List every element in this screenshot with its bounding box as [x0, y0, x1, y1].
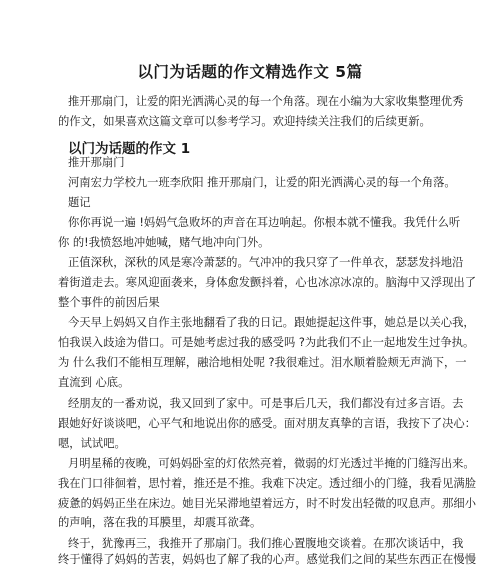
section-heading: 以门为话题的作文 1 [68, 141, 191, 157]
body-line: 的声响，落在我的耳膜里，却震耳欲聋。 [58, 516, 262, 529]
body-line: 终于懂得了妈妈的苦衷，妈妈也了解了我的心声。感觉我们之间的某些东西正在慢慢 [58, 553, 476, 566]
body-line: 今天早上妈妈又自作主张地翻看了我的日记。跟她提起这件事，她总是以关心我， [68, 316, 475, 329]
body-line: 月明星稀的夜晚，可妈妈卧室的灯依然亮着，微弱的灯光透过半掩的门缝泻出来。 [68, 457, 475, 470]
body-line: 题记 [68, 196, 91, 209]
body-line: 疲惫的妈妈正坐在床边。她目光呆滞地望着远方，时不时发出轻微的叹息声。那细小 [58, 497, 476, 510]
body-line: 河南宏力学校九一班李欣阳 推开那扇门，让爱的阳光洒满心灵的每一个角落。 [68, 176, 456, 189]
page-title: 以门为话题的作文精选作文 5篇 [137, 63, 363, 81]
body-line: 为 什么我们不能相互理解，融洽地相处呢 ?我很难过。泪水顺着脸颊无声淌下，一 [58, 356, 467, 369]
body-line: 终于，犹豫再三，我推开了那扇门。我们推心置腹地交谈着。在那次谈话中，我 [68, 537, 464, 550]
body-line: 整个事件的前因后果 [58, 296, 160, 309]
body-line: 正值深秋，深秋的风是寒冷萧瑟的。气冲冲的我只穿了一件单衣，瑟瑟发抖地沿 [68, 256, 464, 269]
intro-line: 的作文，如果喜欢这篇文章可以参考学习。欢迎持续关注我们的后续更新。 [58, 115, 431, 128]
body-line: 推开那扇门 [68, 156, 125, 169]
body-line: 嗯，试试吧。 [58, 437, 126, 450]
body-line: 我在门口徘徊着，思忖着，推还是不推。我难下决定。透过细小的门缝，我看见满脸 [58, 477, 476, 490]
body-line: 怕我误入歧途为借口。可是她考虑过我的感受吗 ?为此我们不止一起地发生过争执。 [58, 336, 475, 349]
body-line: 经朋友的一番劝说，我又回到了家中。可是事后几天，我们都没有过多言语。去 [68, 397, 464, 410]
intro-line: 推开那扇门，让爱的阳光洒满心灵的每一个角落。现在小编为大家收集整理优秀 [68, 95, 464, 108]
body-line: 直流到 心底。 [58, 376, 130, 389]
body-line: 跟她好好谈谈吧，心平气和地说出你的感受。面对朋友真挚的言语，我按下了决心： [58, 417, 476, 430]
body-line: 着街道走去。寒风迎面袭来，身体愈发颤抖着，心也冰凉冰凉的。脑海中又浮现出了 [58, 276, 476, 289]
body-line: 你 的!我愤怒地冲她喊，赌气地冲向门外。 [58, 236, 270, 249]
body-line: 你你再说一遍 !妈妈气急败坏的声音在耳边响起。你根本就不懂我。我凭什么听 [68, 216, 461, 229]
